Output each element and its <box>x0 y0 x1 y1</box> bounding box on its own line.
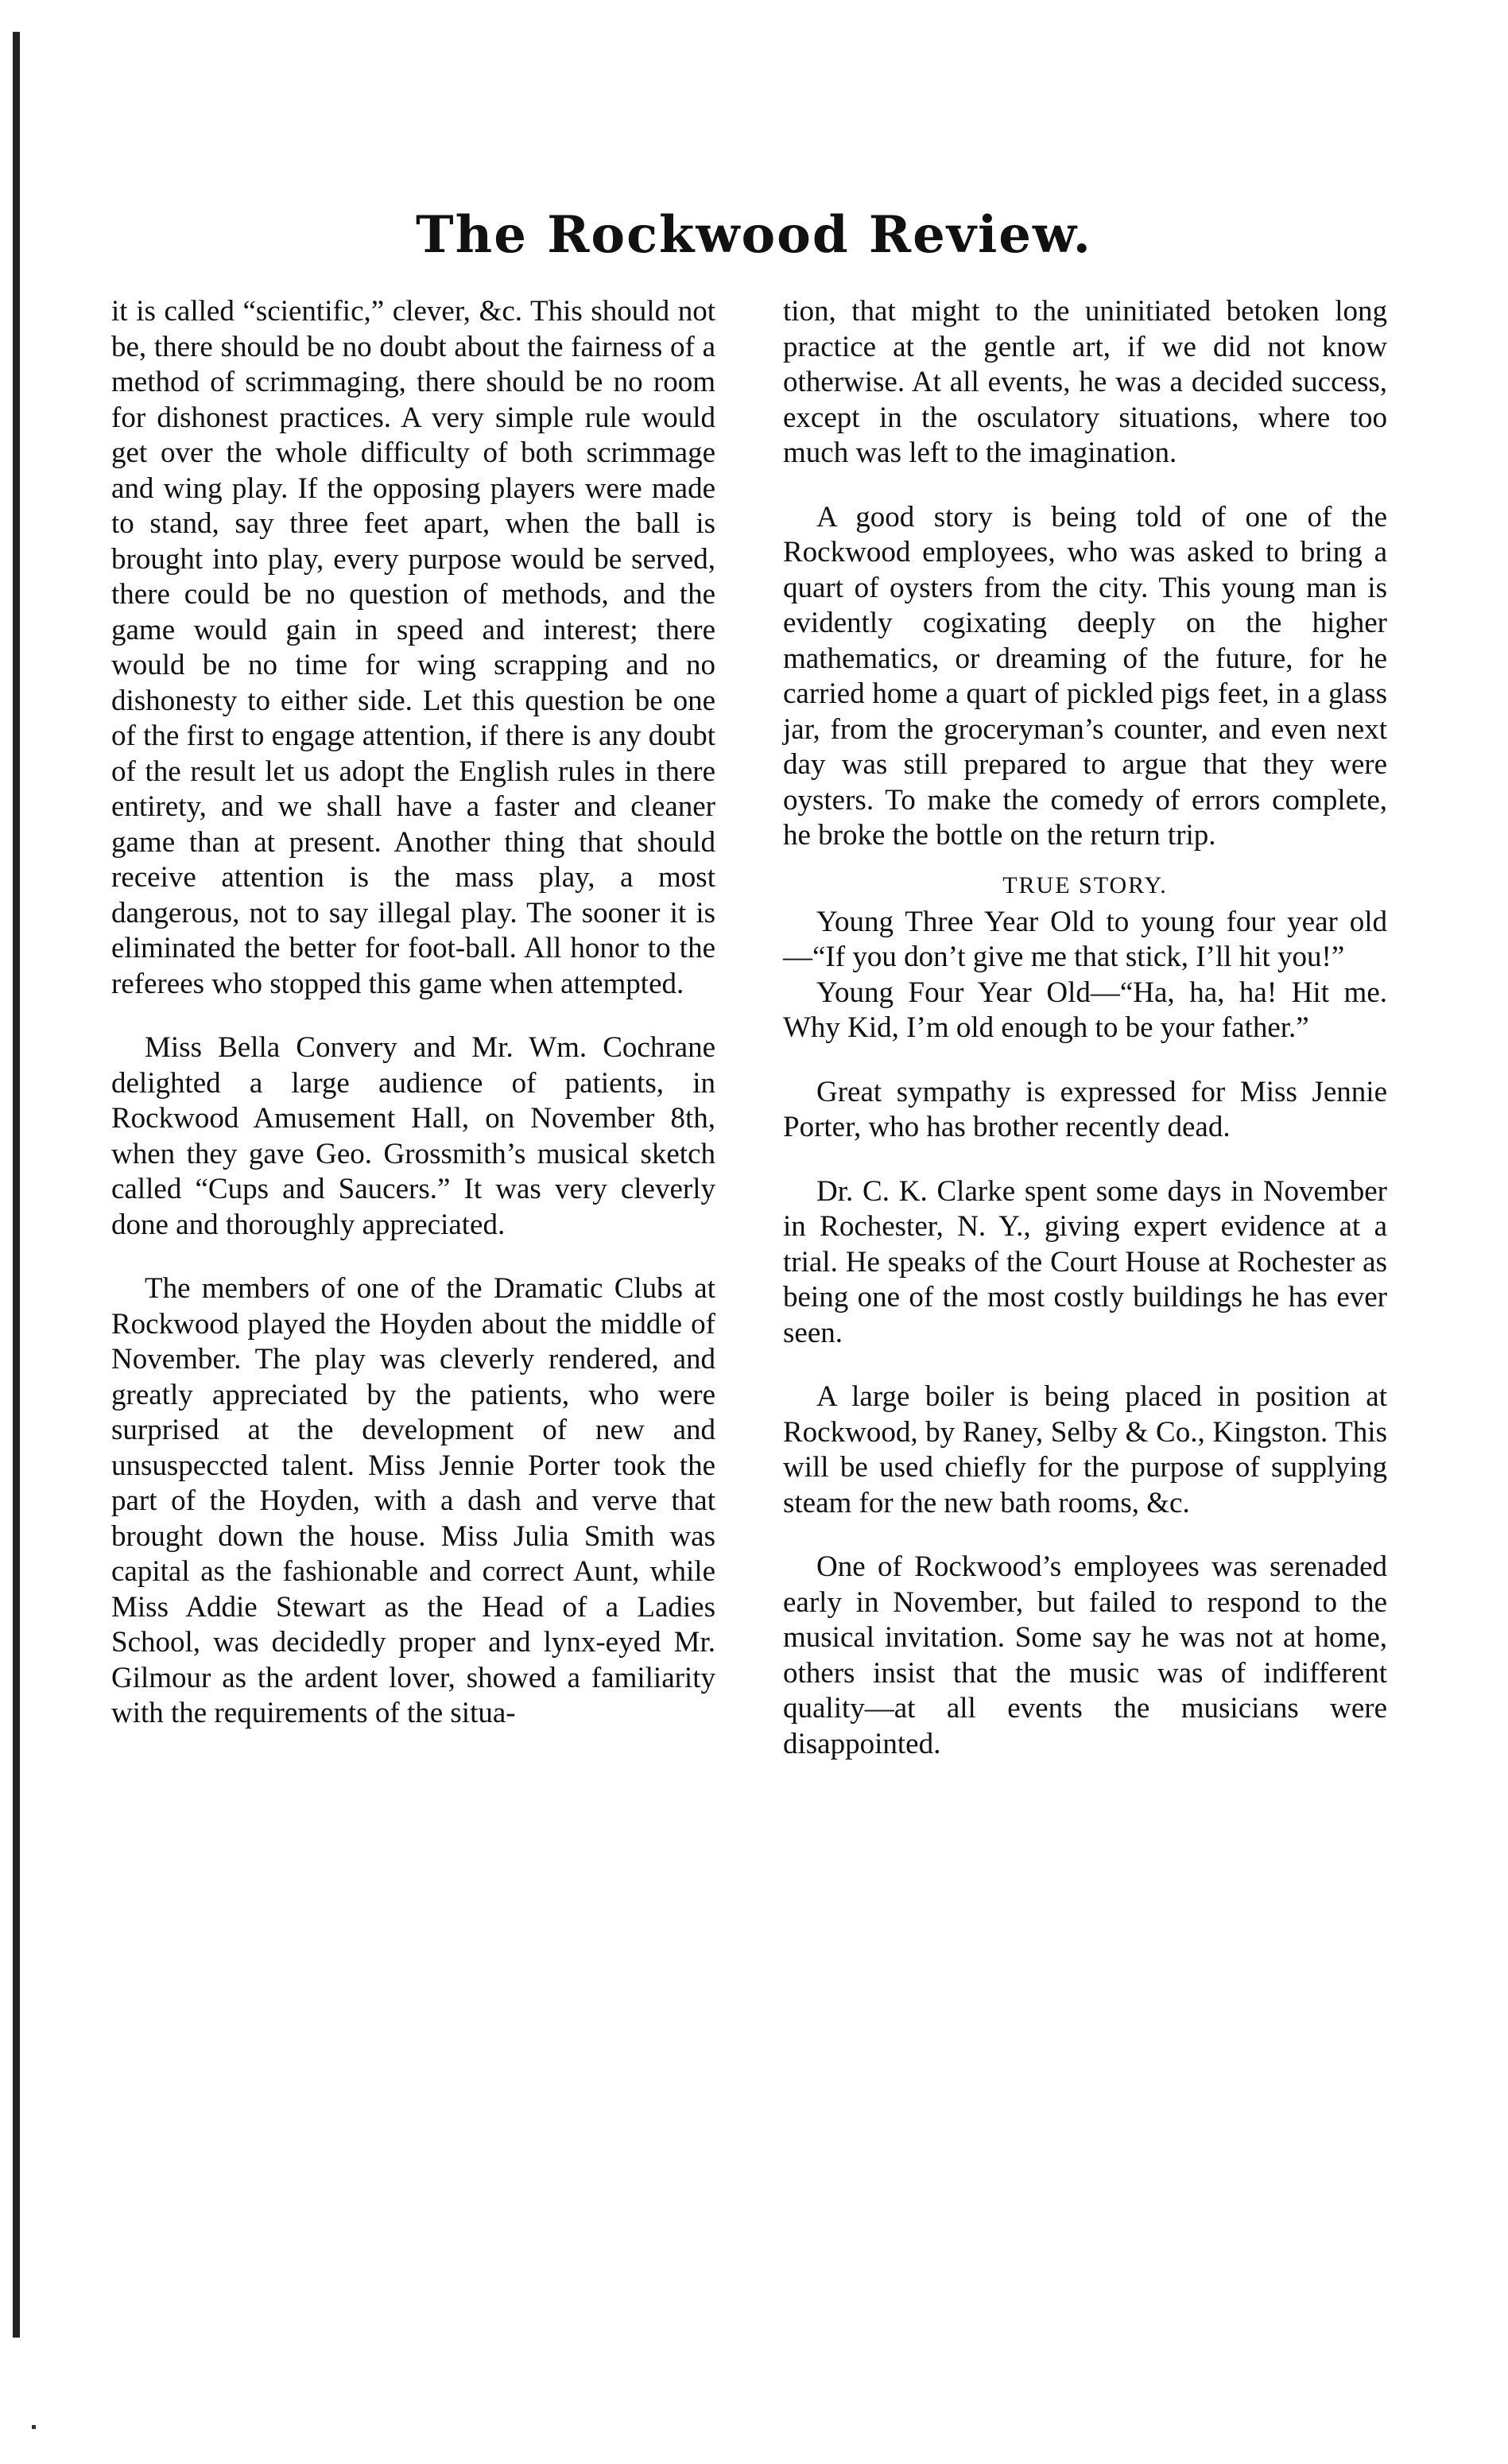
article-oysters-story: A good story is being told of one of the Rockwood employees, who was asked to bring a quart of oysters from the city. This young man is evidently cogixating deeply on the higher mathematics, or dreaming of the future, for he carried home a quart of pickled pigs feet, in a glass jar, from the groceryman’s counter, and even next day was still prepared to argue that they were oysters. To make the comedy of errors complete, he broke the bottle on the return trip. <box>783 500 1387 852</box>
article-hoyden-continuation: tion, that might to the uninitiated betoken long practice at the gentle art, if we did not know otherwise. At all events, he was a decided success, except in the osculatory situations, where too much was left to the imagination. <box>783 295 1387 469</box>
article-sympathy: Great sympathy is expressed for Miss Jennie Porter, who has brother recently dead. <box>783 1075 1387 1143</box>
article-football-continuation: it is called “scientific,” clever, &c. This should not be, there should be no doubt about the fairness of a method of scrimmaging, there should be no room for dishonest practices. A very simple rule would get over the whole difficulty of both scrimmage and wing play. If the opposing players were made to stand, say three feet apart, when the ball is brought into play, every purpose would be served, there could be no question of methods, and the game would gain in speed and interest; there would be no time for wing scrapping and no dishonesty to either side. Let this question be one of the first to engage attention, if there is any doubt of the result let us adopt the English rules in there entirety, and we shall have a faster and cleaner game than at present. Another thing that should receive attention is the mass play, a most dangerous, not to say illegal play. The sooner it is eliminated the better for foot-ball. All honor to the referees who stopped this game when attempted. <box>111 295 715 1000</box>
true-story-line-2: Young Four Year Old—“Ha, ha, ha! Hit me. Why Kid, I’m old enough to be your father.” <box>783 976 1387 1044</box>
article-cups-and-saucers: Miss Bella Convery and Mr. Wm. Cochrane delighted a large audience of patients, in Rockwood Amusement Hall, on November 8th, when they gave Geo. Grossmith’s musical sketch called “Cups and Saucers.” It was very cleverly done and thoroughly appreciated. <box>111 1031 715 1241</box>
true-story-heading: TRUE STORY. <box>1002 871 1168 898</box>
article-hoyden-play: The members of one of the Dramatic Clubs at Rockwood played the Hoyden about the middle of November. The play was cleverly rendered, and greatly appreciated by the patients, who were surprised at the development of new and unsuspeccted talent. Miss Jennie Porter took the part of the Hoyden, with a dash and verve that brought down the house. Miss Julia Smith was capital as the fashionable and correct Aunt, while Miss Addie Stewart as the Head of a Ladies School, was decidedly proper and lynx-eyed Mr. Gilmour as the ardent lover, showed a familiarity with the requirements of the situa- <box>111 1272 715 1729</box>
article-dr-clarke: Dr. C. K. Clarke spent some days in November in Rochester, N. Y., giving expert evidence at a trial. He speaks of the Court House at Rochester as being one of the most costly buildings he has ever seen. <box>783 1174 1387 1349</box>
true-story-line-1: Young Three Year Old to young four year old—“If you don’t give me that stick, I’ll hit you!” <box>783 905 1387 973</box>
page-masthead: The Rockwood Review. <box>416 205 1092 265</box>
binding-edge-rule <box>13 32 20 2338</box>
right-column <box>783 294 1387 1762</box>
article-serenade: One of Rockwood’s employees was serenaded early in November, but failed to respond to the musical invitation. Some say he was not at home, others insist that the music was of indifferent quality—at all events the musicians were disappointed. <box>783 1550 1387 1760</box>
article-boiler: A large boiler is being placed in position at Rockwood, by Raney, Selby & Co., Kingston. This will be used chiefly for the purpose of supplying steam for the new bath rooms, &c. <box>783 1380 1387 1519</box>
ink-speck <box>32 2425 36 2429</box>
left-column <box>111 294 715 1732</box>
